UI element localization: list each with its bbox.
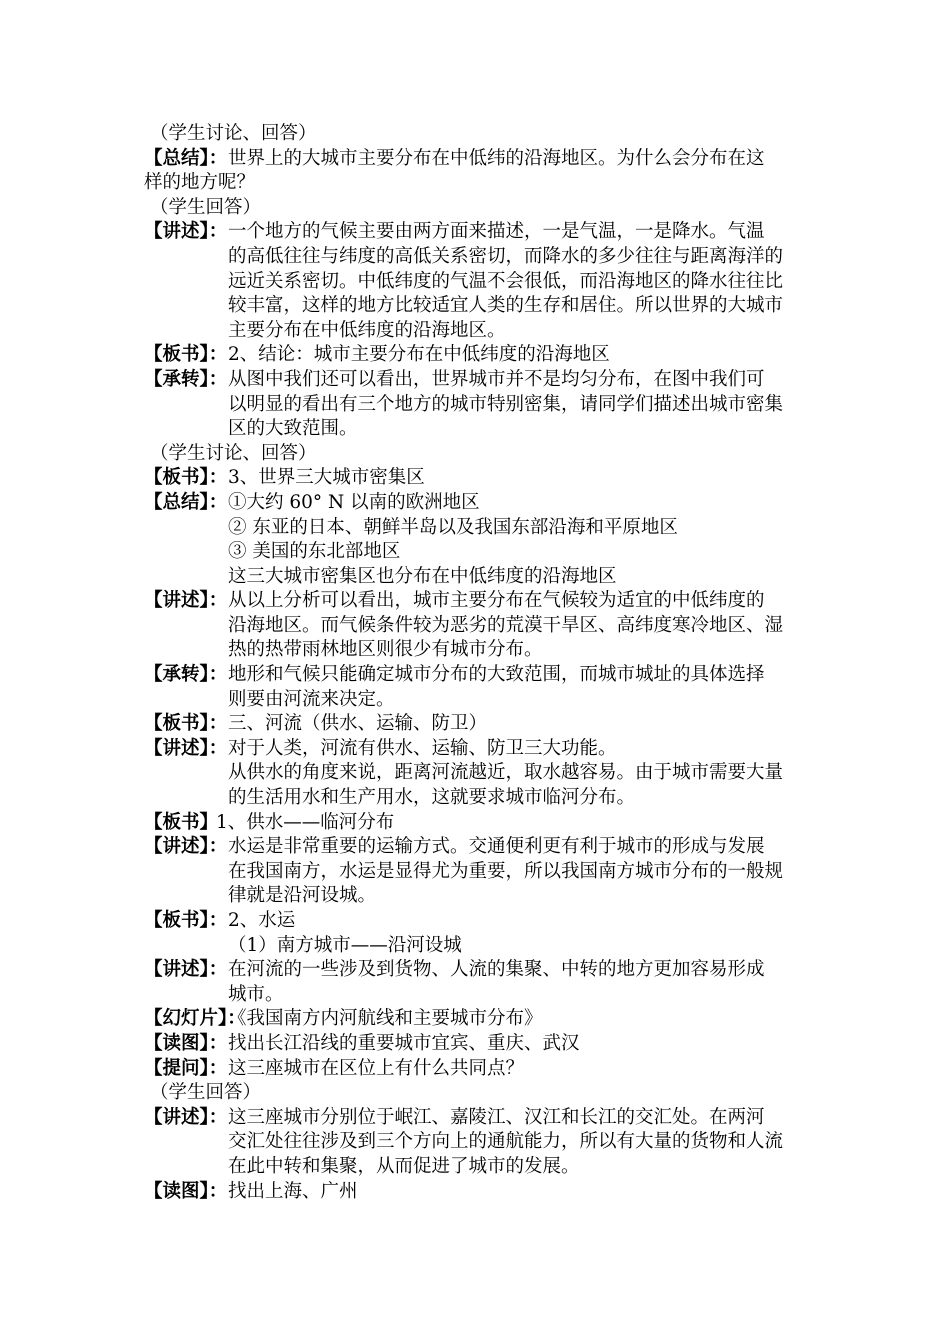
student-activity-note: （学生回答） <box>150 1082 262 1104</box>
step-label: 【承转】： <box>144 664 228 686</box>
step-label: 【讲述】： <box>144 959 228 981</box>
step-label: 【讲述】： <box>144 221 228 243</box>
step-text: 城市。 <box>228 983 284 1005</box>
lesson-step <box>144 1032 816 1057</box>
step-label: 【讲述】： <box>144 737 228 759</box>
step-label: 【承转】： <box>144 368 228 390</box>
step-text: 远近关系密切。中低纬度的气温不会很低，而沿海地区的降水往往比 <box>228 270 784 292</box>
step-text: 从以上分析可以看出，城市主要分布在气候较为适宜的中低纬度的 <box>228 590 765 612</box>
lesson-step <box>144 958 816 1007</box>
step-label: 【读图】： <box>144 1180 228 1202</box>
student-activity-note: （学生讨论、回答） <box>150 123 317 144</box>
step-text: 找出长江沿线的重要城市宜宾、重庆、武汉 <box>228 1032 580 1054</box>
step-text: 交汇处往往涉及到三个方向上的通航能力，所以有大量的货物和人流 <box>228 1131 784 1153</box>
step-text: 较丰富，这样的地方比较适宜人类的生存和居住。所以世界的大城市 <box>228 295 784 317</box>
step-text: 《我国南方内河航线和主要城市分布》 <box>228 1008 543 1030</box>
step-text: 从供水的角度来说，距离河流越近，取水越容易。由于城市需要大量 <box>228 762 784 784</box>
step-text: 的生活用水和生产用水，这就要求城市临河分布。 <box>228 787 636 809</box>
step-text: 主要分布在中低纬度的沿海地区。 <box>228 319 506 341</box>
step-text-continued: 样的地方呢？ <box>144 172 256 194</box>
step-text: 2、水运 <box>228 910 296 931</box>
lesson-step <box>144 1106 816 1180</box>
step-text: 的高低往往与纬度的高低关系密切，而降水的多少往往与距离海洋的 <box>228 245 784 267</box>
step-text: 在河流的一些涉及到货物、人流的集聚、中转的地方更加容易形成 <box>228 959 765 981</box>
step-text: 这三大城市密集区也分布在中低纬度的沿海地区 <box>228 565 617 587</box>
step-label: 【幻灯片】： <box>144 1008 246 1030</box>
step-label: 【板书】： <box>144 344 228 366</box>
lesson-step <box>144 835 816 909</box>
lesson-step <box>144 1007 816 1032</box>
step-text: 水运是非常重要的运输方式。交通便利更有利于城市的形成与发展 <box>228 836 765 858</box>
step-text: 这三座城市分别位于岷江、嘉陵江、汉江和长江的交汇处。在两河 <box>228 1106 765 1128</box>
lesson-step <box>144 220 816 343</box>
step-text: 3、世界三大城市密集区 <box>228 467 425 489</box>
step-text: 热的热带雨林地区则很少有城市分布。 <box>228 639 543 661</box>
step-text: 律就是沿河设城。 <box>228 885 377 907</box>
lesson-step <box>144 147 816 172</box>
step-label: 【讲述】： <box>144 836 228 858</box>
step-text: 2、结论：城市主要分布在中低纬度的沿海地区 <box>228 344 610 366</box>
step-text: ③ 美国的东北部地区 <box>228 541 401 563</box>
lesson-step <box>144 737 816 811</box>
step-text: 对于人类，河流有供水、运输、防卫三大功能。 <box>228 737 617 759</box>
step-label: 【板书】 <box>144 811 219 833</box>
step-text: 世界上的大城市主要分布在中低纬的沿海地区。为什么会分布在这 <box>228 147 765 169</box>
step-text: 1、供水——临河分布 <box>216 811 395 833</box>
student-activity-note: （学生回答） <box>150 196 262 218</box>
step-label: 【读图】： <box>144 1032 228 1054</box>
lesson-step <box>144 589 816 663</box>
step-text: 这三座城市在区位上有什么共同点？ <box>228 1057 525 1079</box>
lesson-step <box>144 491 816 589</box>
step-label: 【板书】： <box>144 910 228 931</box>
lesson-step <box>144 909 816 958</box>
lesson-step <box>144 663 816 712</box>
step-label: 【讲述】： <box>144 590 228 612</box>
step-text: 以明显的看出有三个地方的城市特别密集，请同学们描述出城市密集 <box>228 393 784 415</box>
lesson-step <box>144 466 816 491</box>
lesson-step <box>144 343 816 368</box>
step-text: 从图中我们还可以看出，世界城市并不是均匀分布，在图中我们可 <box>228 368 765 390</box>
step-text: 沿海地区。而气候条件较为恶劣的荒漠干旱区、高纬度寒冷地区、湿 <box>228 614 784 636</box>
step-text: 地形和气候只能确定城市分布的大致范围，而城市城址的具体选择 <box>228 664 765 686</box>
step-text: 区的大致范围。 <box>228 418 358 440</box>
lesson-step <box>144 368 816 442</box>
step-text: 一个地方的气候主要由两方面来描述，一是气温，一是降水。气温 <box>228 221 765 243</box>
lesson-step <box>144 1180 816 1205</box>
step-text: 在我国南方，水运是显得尤为重要，所以我国南方城市分布的一般规 <box>228 860 784 882</box>
lesson-step <box>144 1057 816 1082</box>
step-label: 【总结】： <box>144 491 228 513</box>
step-text: ①大约 60° N 以南的欧洲地区 <box>228 491 480 513</box>
step-text: 三、河流（供水、运输、防卫） <box>228 713 488 735</box>
step-label: 【提问】： <box>144 1057 228 1079</box>
step-text: 找出上海、广州 <box>228 1180 358 1202</box>
lesson-step <box>144 811 816 836</box>
lesson-step <box>144 712 816 737</box>
step-label: 【板书】： <box>144 713 228 735</box>
step-label: 【板书】： <box>144 467 228 489</box>
step-label: 【讲述】： <box>144 1106 228 1128</box>
step-text: 在此中转和集聚，从而促进了城市的发展。 <box>228 1155 580 1177</box>
student-activity-note: （学生讨论、回答） <box>150 442 317 464</box>
step-text: ② 东亚的日本、朝鲜半岛以及我国东部沿海和平原地区 <box>228 516 678 538</box>
step-label: 【总结】： <box>144 147 228 169</box>
step-text: （1）南方城市——沿河设城 <box>228 934 462 956</box>
step-text: 则要由河流来决定。 <box>228 688 395 710</box>
lesson-plan-text <box>144 122 816 1204</box>
